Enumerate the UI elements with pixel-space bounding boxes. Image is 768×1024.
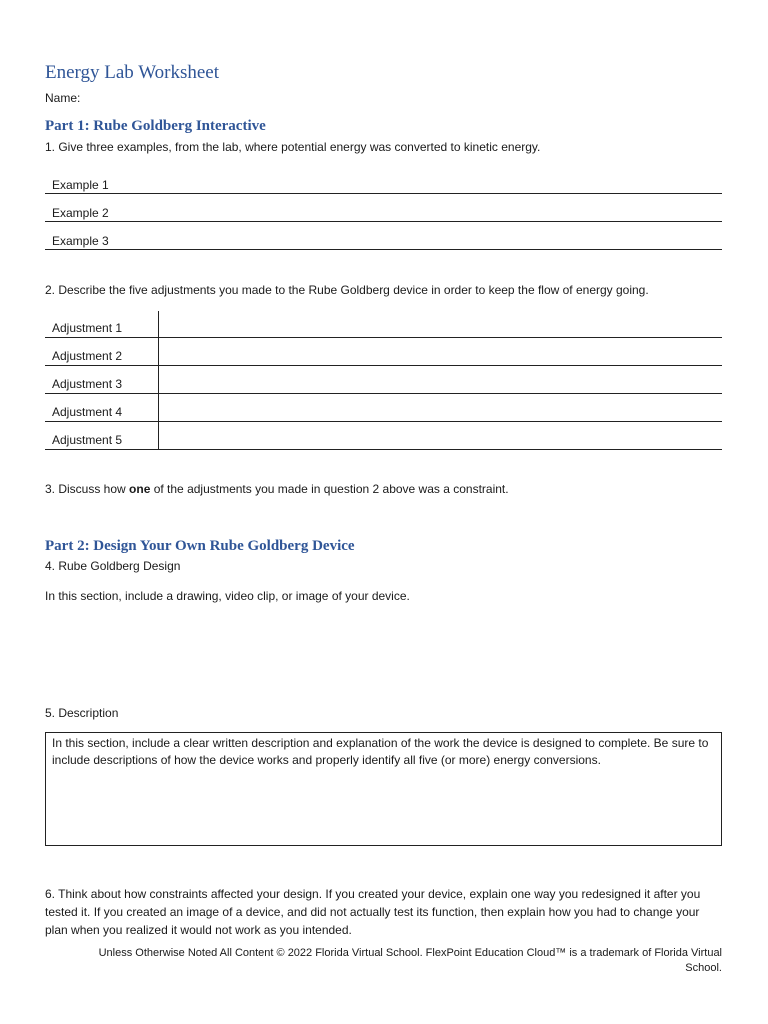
adjustment-3-answer-line[interactable] (45, 393, 722, 394)
adjustment-2-answer-line[interactable] (45, 365, 722, 366)
adjustment-5-label: Adjustment 5 (52, 433, 123, 447)
example-3-label: Example 3 (52, 234, 109, 248)
question-6: 6. Think about how constraints affected your design. If you created your device, explain one way you redesigned it after you tested it. If you created an image of a device, and did not actually test its function, then explain how you had to change your plan when you realized it would not work as you intended. (45, 887, 701, 937)
example-2-answer-line[interactable] (45, 221, 722, 222)
question-1: 1. Give three examples, from the lab, where potential energy was converted to kinetic energy. (45, 140, 541, 154)
adjustment-1-label: Adjustment 1 (52, 321, 123, 335)
adjustment-2-label: Adjustment 2 (52, 349, 123, 363)
example-1-answer-line[interactable] (45, 193, 722, 194)
adjustments-column-divider (158, 311, 159, 450)
adjustment-1-answer-line[interactable] (45, 337, 722, 338)
example-1-label: Example 1 (52, 178, 109, 192)
page-title: Energy Lab Worksheet (45, 62, 219, 83)
example-3-answer-line[interactable] (45, 249, 722, 250)
name-label: Name: (45, 91, 81, 105)
question-3 (45, 480, 509, 498)
question-2: 2. Describe the five adjustments you made to the Rube Goldberg device in order to keep the flow of energy going. (45, 283, 649, 297)
description-answer-box[interactable]: In this section, include a clear written description and explanation of the work the device is designed to complete. Be sure to include descriptions of how the device works and properly identify all five (or more) energy conversions. (45, 732, 722, 846)
question-4: 4. Rube Goldberg Design (45, 559, 181, 573)
copyright-footer: Unless Otherwise Noted All Content © 2022 Florida Virtual School. FlexPoint Education Cloud™ is a trademark of Florida Virtual School. (98, 947, 722, 974)
part2-heading: Part 2: Design Your Own Rube Goldberg Device (45, 538, 355, 554)
question-5: 5. Description (45, 706, 119, 720)
adjustment-4-answer-line[interactable] (45, 421, 722, 422)
adjustment-5-answer-line[interactable] (45, 449, 722, 450)
question-3-text-end: of the adjustments you made in question 2 above was a constraint. (150, 482, 509, 496)
question-3-emphasis: one (129, 482, 151, 496)
example-2-label: Example 2 (52, 206, 109, 220)
part1-heading: Part 1: Rube Goldberg Interactive (45, 118, 266, 134)
adjustment-3-label: Adjustment 3 (52, 377, 123, 391)
question-3-text-start: 3. Discuss how (45, 482, 130, 496)
question-4-instruction: In this section, include a drawing, video clip, or image of your device. (45, 589, 410, 603)
adjustment-4-label: Adjustment 4 (52, 405, 123, 419)
